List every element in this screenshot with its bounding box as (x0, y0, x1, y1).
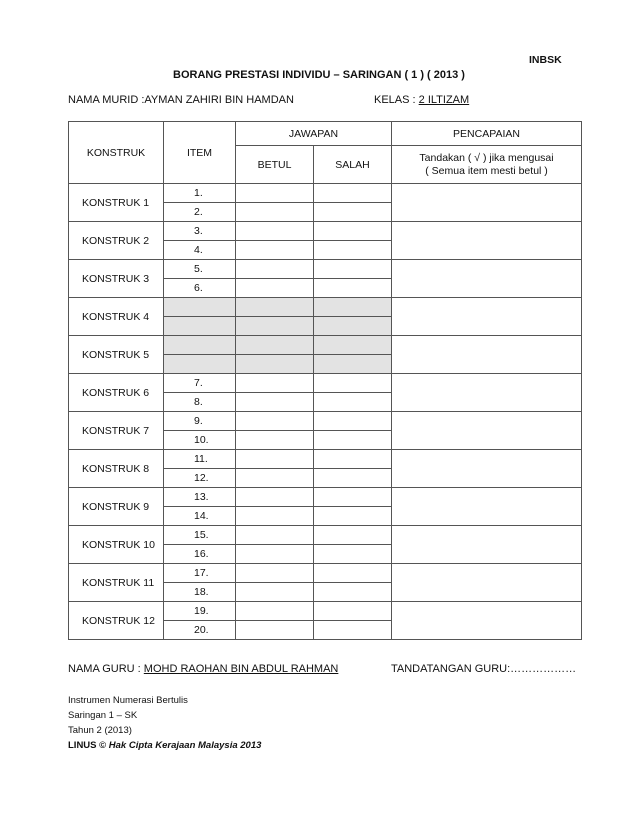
salah-cell[interactable] (314, 431, 392, 450)
pencapaian-note-line-1: Tandakan ( √ ) jika mengusai (419, 151, 554, 164)
header-jawapan: JAWAPAN (236, 122, 392, 146)
betul-cell[interactable] (236, 602, 314, 621)
table-row (69, 526, 582, 545)
konstruk-label: KONSTRUK 6 (69, 374, 164, 412)
konstruk-label: KONSTRUK 8 (69, 450, 164, 488)
pencapaian-cell[interactable] (392, 222, 582, 260)
header-konstruk: KONSTRUK (69, 122, 164, 184)
form-code: INBSK (529, 54, 562, 66)
salah-cell[interactable] (314, 279, 392, 298)
copyright-symbol: © (96, 740, 109, 751)
header-pencapaian-note (392, 146, 582, 184)
betul-cell[interactable] (236, 279, 314, 298)
salah-cell[interactable] (314, 374, 392, 393)
performance-table (68, 121, 582, 640)
salah-cell[interactable] (314, 203, 392, 222)
pencapaian-cell[interactable] (392, 374, 582, 412)
teacher-name: MOHD RAOHAN BIN ABDUL RAHMAN (143, 663, 339, 675)
pencapaian-cell[interactable] (392, 564, 582, 602)
footer (68, 693, 261, 753)
betul-cell[interactable] (236, 393, 314, 412)
betul-cell[interactable] (236, 317, 314, 336)
konstruk-label: KONSTRUK 4 (69, 298, 164, 336)
betul-cell[interactable] (236, 507, 314, 526)
salah-cell[interactable] (314, 222, 392, 241)
salah-cell[interactable] (314, 545, 392, 564)
betul-cell[interactable] (236, 564, 314, 583)
pencapaian-cell[interactable] (392, 602, 582, 640)
item-number: 15. (164, 526, 236, 545)
salah-cell[interactable] (314, 507, 392, 526)
betul-cell[interactable] (236, 374, 314, 393)
betul-cell[interactable] (236, 260, 314, 279)
item-number: 20. (164, 621, 236, 640)
table-row (69, 488, 582, 507)
betul-cell[interactable] (236, 431, 314, 450)
pencapaian-cell[interactable] (392, 488, 582, 526)
konstruk-label: KONSTRUK 1 (69, 184, 164, 222)
footer-brand: LINUS (68, 740, 97, 751)
salah-cell[interactable] (314, 393, 392, 412)
table-row (69, 450, 582, 469)
item-number: 8. (164, 393, 236, 412)
footer-copyright-text: Hak Cipta Kerajaan Malaysia 2013 (108, 740, 262, 751)
salah-cell[interactable] (314, 184, 392, 203)
salah-cell[interactable] (314, 602, 392, 621)
table-row (69, 298, 582, 317)
table-row (69, 374, 582, 393)
pencapaian-cell[interactable] (392, 336, 582, 374)
item-number: 7. (164, 374, 236, 393)
salah-cell[interactable] (314, 526, 392, 545)
class-value: 2 ILTIZAM (418, 94, 470, 106)
item-number: 18. (164, 583, 236, 602)
konstruk-label: KONSTRUK 2 (69, 222, 164, 260)
betul-cell[interactable] (236, 488, 314, 507)
betul-cell[interactable] (236, 583, 314, 602)
betul-cell[interactable] (236, 450, 314, 469)
item-number: 2. (164, 203, 236, 222)
konstruk-label: KONSTRUK 10 (69, 526, 164, 564)
table-row (69, 260, 582, 279)
form-title: BORANG PRESTASI INDIVIDU – SARINGAN ( 1 ) ( 2013 ) (173, 69, 465, 81)
item-number (164, 355, 236, 374)
item-number: 13. (164, 488, 236, 507)
betul-cell[interactable] (236, 298, 314, 317)
salah-cell[interactable] (314, 583, 392, 602)
table-row (69, 336, 582, 355)
student-name: AYMAN ZAHIRI BIN HAMDAN (144, 94, 294, 106)
header-betul: BETUL (236, 146, 314, 184)
salah-cell[interactable] (314, 469, 392, 488)
pencapaian-cell[interactable] (392, 412, 582, 450)
class-label: KELAS : (374, 94, 419, 106)
konstruk-label: KONSTRUK 12 (69, 602, 164, 640)
salah-cell[interactable] (314, 355, 392, 374)
salah-cell[interactable] (314, 260, 392, 279)
footer-copyright (68, 738, 261, 753)
salah-cell[interactable] (314, 412, 392, 431)
betul-cell[interactable] (236, 184, 314, 203)
table-row (69, 222, 582, 241)
item-number: 16. (164, 545, 236, 564)
betul-cell[interactable] (236, 412, 314, 431)
item-number: 9. (164, 412, 236, 431)
footer-line-3: Tahun 2 (2013) (68, 725, 132, 736)
header-pencapaian: PENCAPAIAN (392, 122, 582, 146)
teacher-label: NAMA GURU : (68, 663, 144, 675)
pencapaian-cell[interactable] (392, 450, 582, 488)
item-number: 19. (164, 602, 236, 621)
student-line (68, 94, 294, 106)
betul-cell[interactable] (236, 621, 314, 640)
pencapaian-cell[interactable] (392, 184, 582, 222)
table-row (69, 564, 582, 583)
teacher-signature-line: TANDATANGAN GURU:……………… (391, 663, 577, 675)
item-number: 4. (164, 241, 236, 260)
item-number: 11. (164, 450, 236, 469)
item-number: 5. (164, 260, 236, 279)
betul-cell[interactable] (236, 241, 314, 260)
salah-cell[interactable] (314, 564, 392, 583)
salah-cell[interactable] (314, 450, 392, 469)
class-line (374, 94, 469, 106)
konstruk-label: KONSTRUK 5 (69, 336, 164, 374)
footer-line-1: Instrumen Numerasi Bertulis (68, 695, 188, 706)
betul-cell[interactable] (236, 336, 314, 355)
salah-cell[interactable] (314, 317, 392, 336)
betul-cell[interactable] (236, 203, 314, 222)
table-row (69, 184, 582, 203)
student-label: NAMA MURID : (68, 94, 145, 106)
table-row (69, 602, 582, 621)
salah-cell[interactable] (314, 336, 392, 355)
item-number: 1. (164, 184, 236, 203)
table-row (69, 412, 582, 431)
salah-cell[interactable] (314, 298, 392, 317)
salah-cell[interactable] (314, 621, 392, 640)
item-number: 3. (164, 222, 236, 241)
konstruk-label: KONSTRUK 3 (69, 260, 164, 298)
pencapaian-cell[interactable] (392, 260, 582, 298)
konstruk-label: KONSTRUK 7 (69, 412, 164, 450)
pencapaian-cell[interactable] (392, 526, 582, 564)
item-number: 14. (164, 507, 236, 526)
item-number (164, 317, 236, 336)
pencapaian-note-line-2: ( Semua item mesti betul ) (425, 164, 548, 177)
betul-cell[interactable] (236, 355, 314, 374)
item-number (164, 336, 236, 355)
item-number: 12. (164, 469, 236, 488)
salah-cell[interactable] (314, 488, 392, 507)
item-number: 6. (164, 279, 236, 298)
betul-cell[interactable] (236, 222, 314, 241)
konstruk-label: KONSTRUK 9 (69, 488, 164, 526)
item-number: 17. (164, 564, 236, 583)
betul-cell[interactable] (236, 469, 314, 488)
konstruk-label: KONSTRUK 11 (69, 564, 164, 602)
header-salah: SALAH (314, 146, 392, 184)
item-number: 10. (164, 431, 236, 450)
item-number (164, 298, 236, 317)
betul-cell[interactable] (236, 545, 314, 564)
salah-cell[interactable] (314, 241, 392, 260)
betul-cell[interactable] (236, 526, 314, 545)
teacher-line (68, 663, 338, 675)
footer-line-2: Saringan 1 – SK (68, 710, 138, 721)
header-item: ITEM (164, 122, 236, 184)
pencapaian-cell[interactable] (392, 298, 582, 336)
